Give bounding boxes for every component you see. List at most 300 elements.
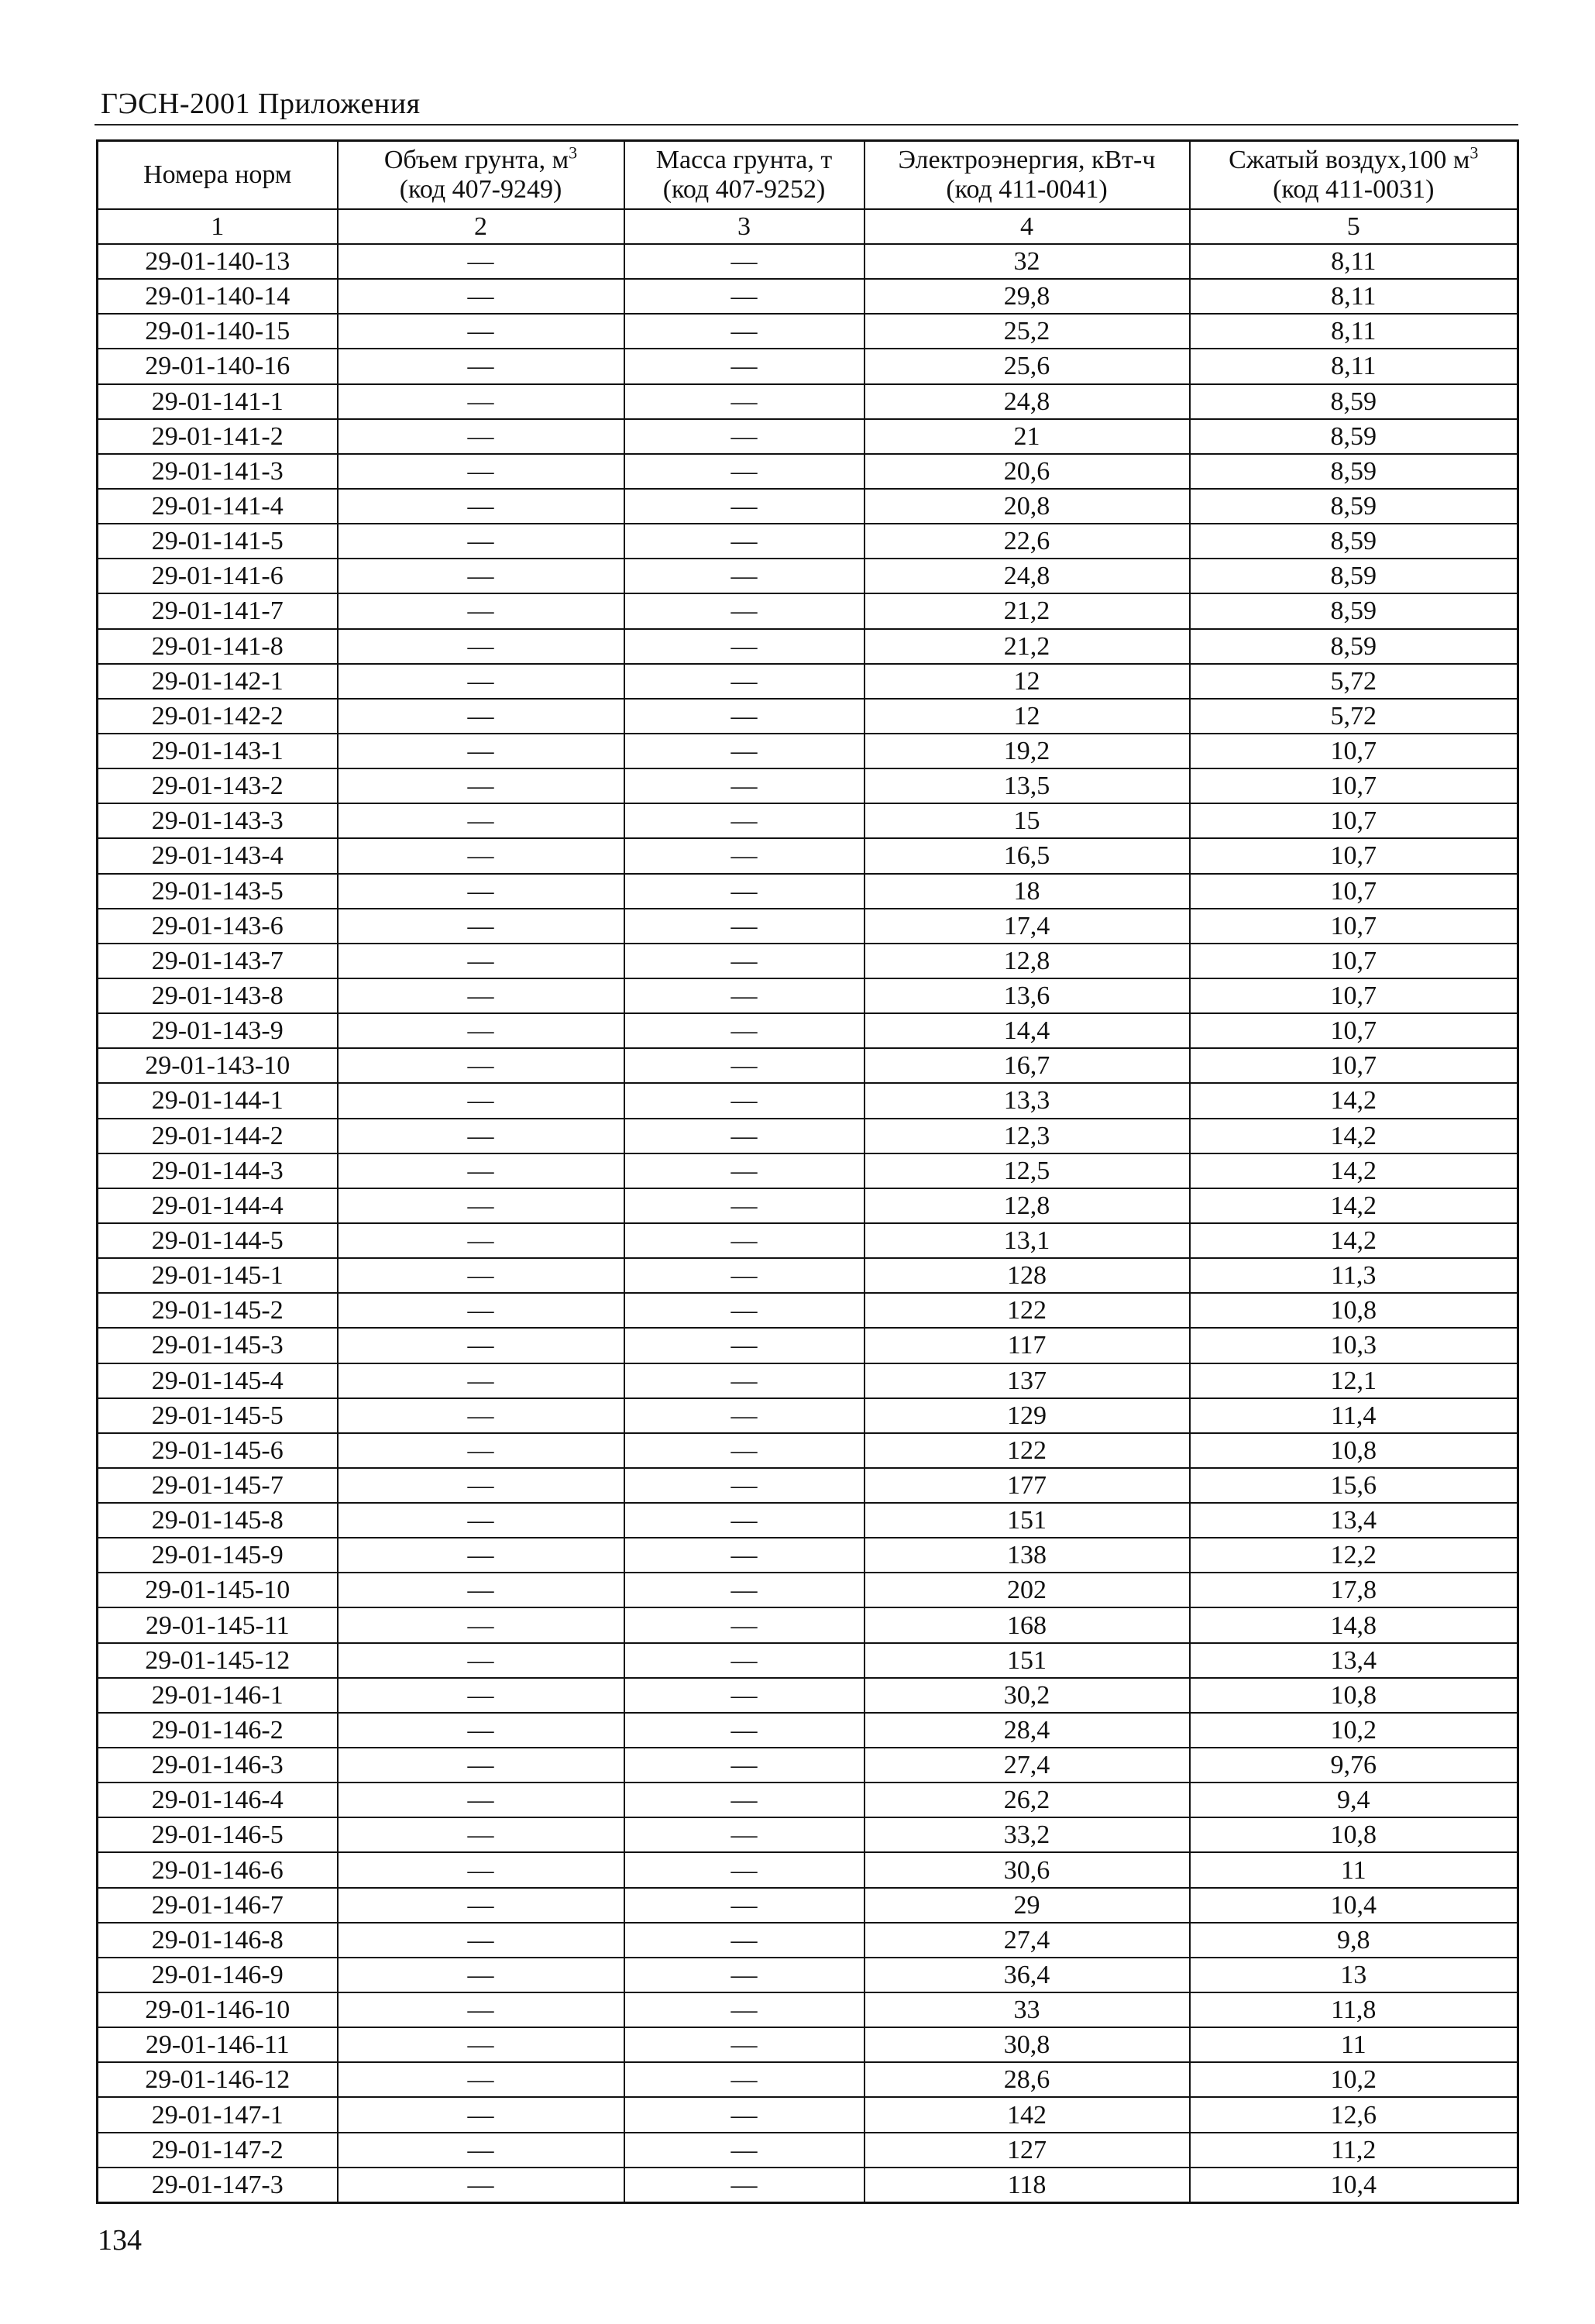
table-row [98, 1748, 1518, 1783]
table-row [98, 1293, 1518, 1328]
soil-volume-cell: — [338, 2168, 624, 2203]
compressed-air-cell: 10,7 [1190, 1048, 1518, 1083]
norm-number-cell: 29-01-141-4 [98, 489, 338, 524]
soil-volume-cell: — [338, 1643, 624, 1678]
table-row [98, 454, 1518, 489]
electricity-cell: 13,6 [865, 978, 1190, 1013]
compressed-air-cell: 10,7 [1190, 978, 1518, 1013]
norm-number-cell: 29-01-143-7 [98, 944, 338, 978]
soil-volume-cell: — [338, 1923, 624, 1958]
table-row [98, 593, 1518, 628]
electricity-cell: 21 [865, 419, 1190, 454]
compressed-air-cell: 14,2 [1190, 1153, 1518, 1188]
electricity-cell: 142 [865, 2097, 1190, 2132]
soil-mass-cell: — [624, 699, 865, 734]
norm-number-cell: 29-01-141-3 [98, 454, 338, 489]
electricity-cell: 32 [865, 244, 1190, 279]
norm-number-cell: 29-01-145-6 [98, 1433, 338, 1468]
soil-mass-cell: — [624, 1713, 865, 1748]
norm-number-cell: 29-01-145-3 [98, 1328, 338, 1363]
soil-mass-cell: — [624, 838, 865, 873]
electricity-cell: 168 [865, 1607, 1190, 1642]
electricity-cell: 30,6 [865, 1852, 1190, 1887]
electricity-cell: 128 [865, 1258, 1190, 1293]
norm-number-cell: 29-01-145-8 [98, 1503, 338, 1538]
electricity-cell: 27,4 [865, 1748, 1190, 1783]
compressed-air-cell: 14,2 [1190, 1119, 1518, 1153]
table-row [98, 1817, 1518, 1852]
norm-number-cell: 29-01-145-12 [98, 1643, 338, 1678]
soil-mass-cell: — [624, 1817, 865, 1852]
soil-volume-cell: — [338, 978, 624, 1013]
table-row [98, 2133, 1518, 2168]
soil-volume-cell: — [338, 1328, 624, 1363]
soil-mass-cell: — [624, 1852, 865, 1887]
soil-mass-cell: — [624, 1153, 865, 1188]
compressed-air-cell: 10,7 [1190, 874, 1518, 909]
soil-volume-cell: — [338, 629, 624, 664]
electricity-cell: 13,5 [865, 768, 1190, 803]
column-header-code: (код 411-0041) [946, 175, 1108, 204]
soil-volume-cell: — [338, 944, 624, 978]
soil-mass-cell: — [624, 1888, 865, 1923]
compressed-air-cell: 11,8 [1190, 1992, 1518, 2027]
norm-number-cell: 29-01-143-9 [98, 1013, 338, 1048]
norm-number-cell: 29-01-144-3 [98, 1153, 338, 1188]
norm-number-cell: 29-01-142-2 [98, 699, 338, 734]
electricity-cell: 12,5 [865, 1153, 1190, 1188]
electricity-cell: 27,4 [865, 1923, 1190, 1958]
column-header-code: (код 407-9252) [662, 175, 826, 204]
compressed-air-cell: 8,59 [1190, 454, 1518, 489]
page-number: 134 [98, 2224, 142, 2257]
norm-number-cell: 29-01-145-4 [98, 1363, 338, 1398]
table-row [98, 874, 1518, 909]
soil-volume-cell: — [338, 559, 624, 593]
column-header-code: (код 407-9249) [399, 175, 562, 204]
soil-mass-cell: — [624, 944, 865, 978]
soil-volume-cell: — [338, 1119, 624, 1153]
norm-number-cell: 29-01-141-7 [98, 593, 338, 628]
soil-mass-cell: — [624, 1468, 865, 1503]
table-row [98, 384, 1518, 419]
compressed-air-cell: 8,59 [1190, 559, 1518, 593]
column-header-code: (код 411-0031) [1273, 175, 1435, 204]
compressed-air-cell: 10,8 [1190, 1293, 1518, 1328]
electricity-cell: 177 [865, 1468, 1190, 1503]
soil-volume-cell: — [338, 2062, 624, 2097]
soil-volume-cell: — [338, 384, 624, 419]
soil-mass-cell: — [624, 664, 865, 699]
table-row [98, 524, 1518, 559]
compressed-air-cell: 10,7 [1190, 909, 1518, 944]
electricity-cell: 151 [865, 1643, 1190, 1678]
electricity-cell: 16,7 [865, 1048, 1190, 1083]
norm-number-cell: 29-01-146-1 [98, 1678, 338, 1713]
table-row [98, 1363, 1518, 1398]
compressed-air-cell: 10,7 [1190, 838, 1518, 873]
norm-number-cell: 29-01-145-11 [98, 1607, 338, 1642]
norm-number-cell: 29-01-143-2 [98, 768, 338, 803]
norm-number-cell: 29-01-143-8 [98, 978, 338, 1013]
norm-number-cell: 29-01-143-4 [98, 838, 338, 873]
soil-mass-cell: — [624, 314, 865, 349]
compressed-air-cell: 13 [1190, 1958, 1518, 1992]
column-header-label: Электроэнергия, кВт-ч [898, 146, 1156, 174]
norm-number-cell: 29-01-141-2 [98, 419, 338, 454]
electricity-cell: 12,3 [865, 1119, 1190, 1153]
table-row [98, 1992, 1518, 2027]
soil-volume-cell: — [338, 803, 624, 838]
soil-volume-cell: — [338, 1852, 624, 1887]
table-row [98, 1083, 1518, 1118]
soil-volume-cell: — [338, 593, 624, 628]
soil-volume-cell: — [338, 1398, 624, 1433]
norm-number-cell: 29-01-145-10 [98, 1573, 338, 1607]
table-row [98, 1783, 1518, 1817]
soil-mass-cell: — [624, 1223, 865, 1258]
soil-volume-cell: — [338, 1083, 624, 1118]
electricity-cell: 138 [865, 1538, 1190, 1573]
column-header-soil-mass [624, 141, 865, 210]
soil-mass-cell: — [624, 559, 865, 593]
electricity-cell: 12 [865, 664, 1190, 699]
soil-mass-cell: — [624, 2168, 865, 2203]
norm-number-cell: 29-01-143-6 [98, 909, 338, 944]
soil-volume-cell: — [338, 734, 624, 768]
soil-volume-cell: — [338, 1748, 624, 1783]
compressed-air-cell: 8,59 [1190, 489, 1518, 524]
norm-number-cell: 29-01-141-5 [98, 524, 338, 559]
soil-mass-cell: — [624, 874, 865, 909]
soil-mass-cell: — [624, 1643, 865, 1678]
electricity-cell: 26,2 [865, 1783, 1190, 1817]
header-divider [95, 124, 1518, 125]
electricity-cell: 22,6 [865, 524, 1190, 559]
column-header-norm-numbers [98, 141, 338, 210]
norm-number-cell: 29-01-141-6 [98, 559, 338, 593]
table-row [98, 978, 1518, 1013]
norm-number-cell: 29-01-147-3 [98, 2168, 338, 2203]
table-row [98, 1958, 1518, 1992]
norm-number-cell: 29-01-145-1 [98, 1258, 338, 1293]
norm-number-cell: 29-01-144-1 [98, 1083, 338, 1118]
electricity-cell: 122 [865, 1433, 1190, 1468]
electricity-cell: 24,8 [865, 559, 1190, 593]
compressed-air-cell: 9,8 [1190, 1923, 1518, 1958]
soil-volume-cell: — [338, 1678, 624, 1713]
table-row [98, 2062, 1518, 2097]
compressed-air-cell: 8,59 [1190, 384, 1518, 419]
soil-mass-cell: — [624, 593, 865, 628]
electricity-cell: 19,2 [865, 734, 1190, 768]
compressed-air-cell: 14,8 [1190, 1607, 1518, 1642]
column-number: 3 [624, 209, 865, 244]
soil-volume-cell: — [338, 1992, 624, 2027]
soil-mass-cell: — [624, 1992, 865, 2027]
soil-mass-cell: — [624, 524, 865, 559]
soil-mass-cell: — [624, 1678, 865, 1713]
table-row [98, 244, 1518, 279]
electricity-cell: 20,6 [865, 454, 1190, 489]
soil-mass-cell: — [624, 1083, 865, 1118]
table-row [98, 768, 1518, 803]
compressed-air-cell: 17,8 [1190, 1573, 1518, 1607]
electricity-cell: 16,5 [865, 838, 1190, 873]
table-row [98, 1153, 1518, 1188]
soil-volume-cell: — [338, 1258, 624, 1293]
norm-number-cell: 29-01-145-2 [98, 1293, 338, 1328]
table-row [98, 2027, 1518, 2062]
soil-volume-cell: — [338, 454, 624, 489]
norm-number-cell: 29-01-146-4 [98, 1783, 338, 1817]
norm-number-cell: 29-01-146-11 [98, 2027, 338, 2062]
soil-mass-cell: — [624, 1783, 865, 1817]
soil-volume-cell: — [338, 1888, 624, 1923]
norm-number-cell: 29-01-146-12 [98, 2062, 338, 2097]
soil-mass-cell: — [624, 1958, 865, 1992]
soil-volume-cell: — [338, 1958, 624, 1992]
electricity-cell: 25,2 [865, 314, 1190, 349]
electricity-cell: 117 [865, 1328, 1190, 1363]
electricity-cell: 12,8 [865, 1188, 1190, 1223]
norm-number-cell: 29-01-141-8 [98, 629, 338, 664]
compressed-air-cell: 10,7 [1190, 944, 1518, 978]
norm-number-cell: 29-01-146-7 [98, 1888, 338, 1923]
norm-number-cell: 29-01-146-8 [98, 1923, 338, 1958]
soil-mass-cell: — [624, 1363, 865, 1398]
soil-volume-cell: — [338, 1713, 624, 1748]
soil-volume-cell: — [338, 349, 624, 383]
soil-mass-cell: — [624, 2097, 865, 2132]
soil-volume-cell: — [338, 1188, 624, 1223]
compressed-air-cell: 15,6 [1190, 1468, 1518, 1503]
compressed-air-cell: 10,7 [1190, 734, 1518, 768]
compressed-air-cell: 12,1 [1190, 1363, 1518, 1398]
table-row [98, 1048, 1518, 1083]
compressed-air-cell: 10,3 [1190, 1328, 1518, 1363]
soil-volume-cell: — [338, 1363, 624, 1398]
table-row [98, 1188, 1518, 1223]
norm-number-cell: 29-01-146-3 [98, 1748, 338, 1783]
electricity-cell: 33 [865, 1992, 1190, 2027]
table-row [98, 909, 1518, 944]
compressed-air-cell: 8,59 [1190, 593, 1518, 628]
electricity-cell: 14,4 [865, 1013, 1190, 1048]
compressed-air-cell: 8,11 [1190, 349, 1518, 383]
electricity-cell: 17,4 [865, 909, 1190, 944]
electricity-cell: 129 [865, 1398, 1190, 1433]
table-row [98, 1607, 1518, 1642]
compressed-air-cell: 9,76 [1190, 1748, 1518, 1783]
column-header-soil-volume [338, 141, 624, 210]
compressed-air-cell: 14,2 [1190, 1188, 1518, 1223]
norm-number-cell: 29-01-146-9 [98, 1958, 338, 1992]
column-header-superscript: 3 [569, 143, 578, 163]
soil-mass-cell: — [624, 1188, 865, 1223]
soil-mass-cell: — [624, 279, 865, 314]
column-number: 5 [1190, 209, 1518, 244]
soil-volume-cell: — [338, 314, 624, 349]
table-row [98, 1223, 1518, 1258]
column-header-compressed-air [1190, 141, 1518, 210]
electricity-cell: 29,8 [865, 279, 1190, 314]
electricity-cell: 151 [865, 1503, 1190, 1538]
soil-volume-cell: — [338, 2097, 624, 2132]
soil-volume-cell: — [338, 909, 624, 944]
compressed-air-cell: 8,11 [1190, 279, 1518, 314]
soil-mass-cell: — [624, 803, 865, 838]
soil-mass-cell: — [624, 384, 865, 419]
table-row [98, 1328, 1518, 1363]
electricity-cell: 202 [865, 1573, 1190, 1607]
soil-volume-cell: — [338, 2133, 624, 2168]
electricity-cell: 18 [865, 874, 1190, 909]
norm-number-cell: 29-01-146-2 [98, 1713, 338, 1748]
compressed-air-cell: 13,4 [1190, 1643, 1518, 1678]
soil-mass-cell: — [624, 978, 865, 1013]
compressed-air-cell: 11 [1190, 2027, 1518, 2062]
table-row [98, 489, 1518, 524]
table-row [98, 664, 1518, 699]
compressed-air-cell: 10,7 [1190, 768, 1518, 803]
column-header-electricity [865, 141, 1190, 210]
table-row [98, 2168, 1518, 2203]
electricity-cell: 28,6 [865, 2062, 1190, 2097]
column-header-label: Номера норм [143, 160, 292, 189]
table-row [98, 1888, 1518, 1923]
soil-mass-cell: — [624, 768, 865, 803]
table-row [98, 1433, 1518, 1468]
column-number: 1 [98, 209, 338, 244]
norm-number-cell: 29-01-143-3 [98, 803, 338, 838]
table-row [98, 279, 1518, 314]
norm-number-cell: 29-01-143-10 [98, 1048, 338, 1083]
norm-number-cell: 29-01-140-14 [98, 279, 338, 314]
compressed-air-cell: 8,59 [1190, 524, 1518, 559]
table-row [98, 1713, 1518, 1748]
table-row [98, 629, 1518, 664]
table-row [98, 2097, 1518, 2132]
compressed-air-cell: 11 [1190, 1852, 1518, 1887]
table-row [98, 838, 1518, 873]
soil-volume-cell: — [338, 244, 624, 279]
soil-mass-cell: — [624, 1048, 865, 1083]
compressed-air-cell: 10,2 [1190, 2062, 1518, 2097]
norm-number-cell: 29-01-144-5 [98, 1223, 338, 1258]
compressed-air-cell: 8,11 [1190, 244, 1518, 279]
table-row [98, 1538, 1518, 1573]
compressed-air-cell: 14,2 [1190, 1083, 1518, 1118]
table-row [98, 1643, 1518, 1678]
norm-number-cell: 29-01-145-5 [98, 1398, 338, 1433]
compressed-air-cell: 10,4 [1190, 2168, 1518, 2203]
soil-mass-cell: — [624, 1398, 865, 1433]
soil-mass-cell: — [624, 1748, 865, 1783]
soil-mass-cell: — [624, 2133, 865, 2168]
soil-volume-cell: — [338, 489, 624, 524]
compressed-air-cell: 11,4 [1190, 1398, 1518, 1433]
soil-volume-cell: — [338, 699, 624, 734]
column-number: 4 [865, 209, 1190, 244]
soil-volume-cell: — [338, 1153, 624, 1188]
soil-mass-cell: — [624, 1258, 865, 1293]
soil-volume-cell: — [338, 1503, 624, 1538]
column-header-label: Сжатый воздух,100 м [1229, 146, 1470, 174]
electricity-cell: 33,2 [865, 1817, 1190, 1852]
table-row [98, 1013, 1518, 1048]
table-row [98, 1852, 1518, 1887]
table-row [98, 944, 1518, 978]
norm-number-cell: 29-01-147-2 [98, 2133, 338, 2168]
soil-volume-cell: — [338, 1573, 624, 1607]
table-row [98, 559, 1518, 593]
electricity-cell: 20,8 [865, 489, 1190, 524]
table-row [98, 1678, 1518, 1713]
table-row [98, 734, 1518, 768]
table-body [98, 244, 1518, 2202]
table-row [98, 1923, 1518, 1958]
electricity-cell: 24,8 [865, 384, 1190, 419]
compressed-air-cell: 10,8 [1190, 1817, 1518, 1852]
table-row [98, 803, 1518, 838]
soil-volume-cell: — [338, 664, 624, 699]
compressed-air-cell: 14,2 [1190, 1223, 1518, 1258]
column-header-label: Объем грунта, м [383, 146, 569, 174]
norm-number-cell: 29-01-144-2 [98, 1119, 338, 1153]
soil-volume-cell: — [338, 1468, 624, 1503]
norm-number-cell: 29-01-146-10 [98, 1992, 338, 2027]
soil-volume-cell: — [338, 1783, 624, 1817]
electricity-cell: 122 [865, 1293, 1190, 1328]
electricity-cell: 12 [865, 699, 1190, 734]
soil-volume-cell: — [338, 874, 624, 909]
electricity-cell: 127 [865, 2133, 1190, 2168]
compressed-air-cell: 5,72 [1190, 664, 1518, 699]
compressed-air-cell: 13,4 [1190, 1503, 1518, 1538]
norm-number-cell: 29-01-140-15 [98, 314, 338, 349]
compressed-air-cell: 9,4 [1190, 1783, 1518, 1817]
compressed-air-cell: 10,4 [1190, 1888, 1518, 1923]
soil-volume-cell: — [338, 1013, 624, 1048]
table-row [98, 699, 1518, 734]
table-row [98, 1119, 1518, 1153]
compressed-air-cell: 10,7 [1190, 803, 1518, 838]
electricity-cell: 21,2 [865, 593, 1190, 628]
table-row [98, 1258, 1518, 1293]
compressed-air-cell: 11,3 [1190, 1258, 1518, 1293]
electricity-cell: 21,2 [865, 629, 1190, 664]
soil-volume-cell: — [338, 1538, 624, 1573]
table-row [98, 1398, 1518, 1433]
compressed-air-cell: 10,8 [1190, 1433, 1518, 1468]
soil-volume-cell: — [338, 279, 624, 314]
soil-mass-cell: — [624, 244, 865, 279]
column-number-row [98, 209, 1518, 244]
soil-mass-cell: — [624, 489, 865, 524]
table-row [98, 1468, 1518, 1503]
norm-number-cell: 29-01-143-1 [98, 734, 338, 768]
compressed-air-cell: 12,2 [1190, 1538, 1518, 1573]
norm-number-cell: 29-01-145-7 [98, 1468, 338, 1503]
soil-volume-cell: — [338, 838, 624, 873]
compressed-air-cell: 8,59 [1190, 629, 1518, 664]
norm-number-cell: 29-01-140-16 [98, 349, 338, 383]
compressed-air-cell: 12,6 [1190, 2097, 1518, 2132]
soil-mass-cell: — [624, 1538, 865, 1573]
norms-resource-table [96, 139, 1519, 2204]
soil-volume-cell: — [338, 1433, 624, 1468]
